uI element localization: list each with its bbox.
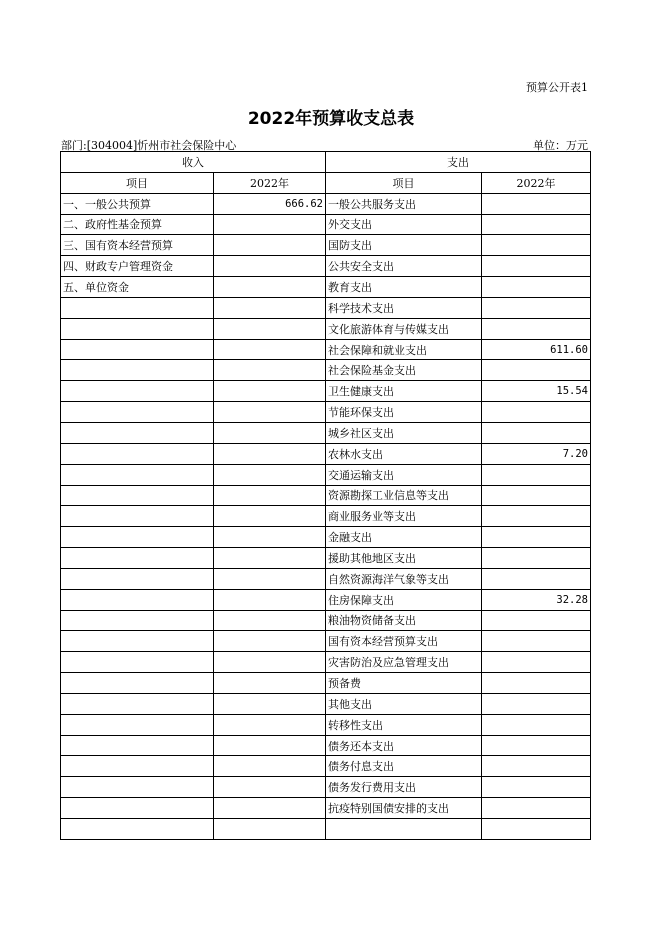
table-row [61, 548, 591, 569]
table-row [61, 214, 591, 235]
expense-value-cell [482, 318, 591, 339]
table-row [61, 464, 591, 485]
income-value-cell [214, 819, 326, 840]
table-row [61, 756, 591, 777]
income-item-cell [61, 339, 214, 360]
table-row [61, 610, 591, 631]
expense-item-cell: 国防支出 [326, 235, 482, 256]
income-item-cell [61, 318, 214, 339]
income-item-cell [61, 819, 214, 840]
expense-item-cell: 卫生健康支出 [326, 381, 482, 402]
income-value-cell [214, 339, 326, 360]
table-row [61, 339, 591, 360]
income-item-cell [61, 714, 214, 735]
income-value-cell [214, 464, 326, 485]
income-value-cell [214, 485, 326, 506]
table-number: 预算公开表1 [526, 81, 588, 94]
expense-header: 支出 [326, 152, 591, 173]
income-value-cell [214, 673, 326, 694]
expense-item-cell: 预备费 [326, 673, 482, 694]
income-item-cell: 二、政府性基金预算 [61, 214, 214, 235]
income-value-cell [214, 527, 326, 548]
income-value-cell [214, 652, 326, 673]
expense-value-cell [482, 297, 591, 318]
expense-item-cell: 自然资源海洋气象等支出 [326, 568, 482, 589]
expense-item-cell: 商业服务业等支出 [326, 506, 482, 527]
expense-item-cell: 转移性支出 [326, 714, 482, 735]
expense-value-cell: 32.28 [482, 589, 591, 610]
table-group-header-row [61, 152, 591, 173]
table-row [61, 506, 591, 527]
expense-item-cell: 交通运输支出 [326, 464, 482, 485]
table-row [61, 360, 591, 381]
expense-value-cell: 7.20 [482, 443, 591, 464]
table-row [61, 443, 591, 464]
expense-item-cell: 城乡社区支出 [326, 422, 482, 443]
income-value-cell [214, 506, 326, 527]
income-year-column-header: 2022年 [214, 172, 326, 193]
income-value-cell [214, 402, 326, 423]
income-value-cell [214, 381, 326, 402]
income-item-cell [61, 652, 214, 673]
table-row [61, 318, 591, 339]
income-item-cell [61, 402, 214, 423]
income-item-cell: 一、一般公共预算 [61, 193, 214, 214]
expense-value-cell [482, 714, 591, 735]
expense-item-cell: 公共安全支出 [326, 256, 482, 277]
expense-item-cell: 文化旅游体育与传媒支出 [326, 318, 482, 339]
table-row [61, 631, 591, 652]
expense-item-cell: 农林水支出 [326, 443, 482, 464]
income-header: 收入 [61, 152, 326, 173]
income-item-cell [61, 777, 214, 798]
department-label: 部门:[304004]忻州市社会保险中心 [61, 139, 237, 152]
budget-table [60, 151, 591, 840]
income-value-cell [214, 756, 326, 777]
expense-value-cell [482, 777, 591, 798]
table-row [61, 381, 591, 402]
expense-item-cell: 债务发行费用支出 [326, 777, 482, 798]
income-item-cell [61, 464, 214, 485]
income-item-cell [61, 589, 214, 610]
expense-value-cell: 15.54 [482, 381, 591, 402]
income-value-cell [214, 610, 326, 631]
table-row [61, 422, 591, 443]
expense-value-cell [482, 256, 591, 277]
expense-value-cell [482, 193, 591, 214]
expense-value-cell [482, 819, 591, 840]
expense-item-cell: 一般公共服务支出 [326, 193, 482, 214]
expense-item-cell: 社会保险基金支出 [326, 360, 482, 381]
table-row [61, 193, 591, 214]
expense-item-column-header: 项目 [326, 172, 482, 193]
income-item-cell [61, 693, 214, 714]
table-row [61, 735, 591, 756]
expense-item-cell: 外交支出 [326, 214, 482, 235]
income-item-cell: 四、财政专户管理资金 [61, 256, 214, 277]
expense-item-cell: 金融支出 [326, 527, 482, 548]
table-row [61, 485, 591, 506]
table-row [61, 256, 591, 277]
income-value-cell [214, 214, 326, 235]
income-item-cell [61, 798, 214, 819]
expense-value-cell [482, 527, 591, 548]
expense-value-cell [482, 673, 591, 694]
expense-item-cell: 债务付息支出 [326, 756, 482, 777]
unit-label: 单位：万元 [533, 139, 588, 152]
expense-item-cell: 社会保障和就业支出 [326, 339, 482, 360]
budget-table-body [61, 193, 591, 839]
table-row [61, 693, 591, 714]
expense-value-cell [482, 568, 591, 589]
table-row [61, 819, 591, 840]
expense-value-cell [482, 235, 591, 256]
expense-value-cell [482, 360, 591, 381]
income-value-cell [214, 693, 326, 714]
income-value-cell [214, 297, 326, 318]
income-value-cell [214, 631, 326, 652]
expense-item-cell: 教育支出 [326, 277, 482, 298]
expense-year-column-header: 2022年 [482, 172, 591, 193]
table-row [61, 297, 591, 318]
expense-value-cell [482, 756, 591, 777]
table-row [61, 673, 591, 694]
expense-value-cell [482, 735, 591, 756]
income-value-cell [214, 777, 326, 798]
income-item-cell [61, 568, 214, 589]
income-item-cell: 五、单位资金 [61, 277, 214, 298]
income-value-cell [214, 735, 326, 756]
expense-item-cell: 债务还本支出 [326, 735, 482, 756]
expense-value-cell [482, 631, 591, 652]
table-row [61, 777, 591, 798]
expense-value-cell [482, 798, 591, 819]
expense-value-cell: 611.60 [482, 339, 591, 360]
table-row [61, 568, 591, 589]
expense-value-cell [482, 506, 591, 527]
expense-item-cell: 其他支出 [326, 693, 482, 714]
table-column-header-row [61, 172, 591, 193]
income-value-cell [214, 256, 326, 277]
income-value-cell [214, 714, 326, 735]
income-value-cell [214, 235, 326, 256]
expense-value-cell [482, 652, 591, 673]
expense-value-cell [482, 610, 591, 631]
table-row [61, 652, 591, 673]
income-item-cell [61, 443, 214, 464]
income-value-cell [214, 798, 326, 819]
income-value-cell [214, 568, 326, 589]
page-title: 2022年预算收支总表 [247, 109, 415, 129]
expense-item-cell: 粮油物资储备支出 [326, 610, 482, 631]
income-item-column-header: 项目 [61, 172, 214, 193]
expense-value-cell [482, 548, 591, 569]
income-value-cell [214, 318, 326, 339]
income-value-cell [214, 548, 326, 569]
expense-item-cell: 资源勘探工业信息等支出 [326, 485, 482, 506]
expense-value-cell [482, 214, 591, 235]
income-item-cell [61, 610, 214, 631]
income-item-cell [61, 422, 214, 443]
income-value-cell [214, 589, 326, 610]
table-row [61, 798, 591, 819]
income-item-cell [61, 631, 214, 652]
income-item-cell [61, 297, 214, 318]
expense-item-cell: 国有资本经营预算支出 [326, 631, 482, 652]
income-value-cell: 666.62 [214, 193, 326, 214]
expense-item-cell: 节能环保支出 [326, 402, 482, 423]
expense-item-cell: 住房保障支出 [326, 589, 482, 610]
table-row [61, 527, 591, 548]
expense-item-cell: 科学技术支出 [326, 297, 482, 318]
expense-value-cell [482, 277, 591, 298]
table-row [61, 714, 591, 735]
expense-item-cell [326, 819, 482, 840]
expense-value-cell [482, 485, 591, 506]
income-item-cell [61, 673, 214, 694]
table-row [61, 277, 591, 298]
expense-value-cell [482, 464, 591, 485]
income-value-cell [214, 360, 326, 381]
table-row [61, 235, 591, 256]
income-item-cell [61, 506, 214, 527]
income-item-cell [61, 485, 214, 506]
income-item-cell [61, 548, 214, 569]
expense-value-cell [482, 402, 591, 423]
income-item-cell [61, 360, 214, 381]
expense-item-cell: 灾害防治及应急管理支出 [326, 652, 482, 673]
income-value-cell [214, 443, 326, 464]
table-row [61, 402, 591, 423]
income-item-cell [61, 756, 214, 777]
expense-item-cell: 抗疫特别国债安排的支出 [326, 798, 482, 819]
income-item-cell: 三、国有资本经营预算 [61, 235, 214, 256]
expense-item-cell: 援助其他地区支出 [326, 548, 482, 569]
income-item-cell [61, 381, 214, 402]
income-item-cell [61, 527, 214, 548]
income-value-cell [214, 277, 326, 298]
income-item-cell [61, 735, 214, 756]
table-row [61, 589, 591, 610]
expense-value-cell [482, 693, 591, 714]
expense-value-cell [482, 422, 591, 443]
income-value-cell [214, 422, 326, 443]
